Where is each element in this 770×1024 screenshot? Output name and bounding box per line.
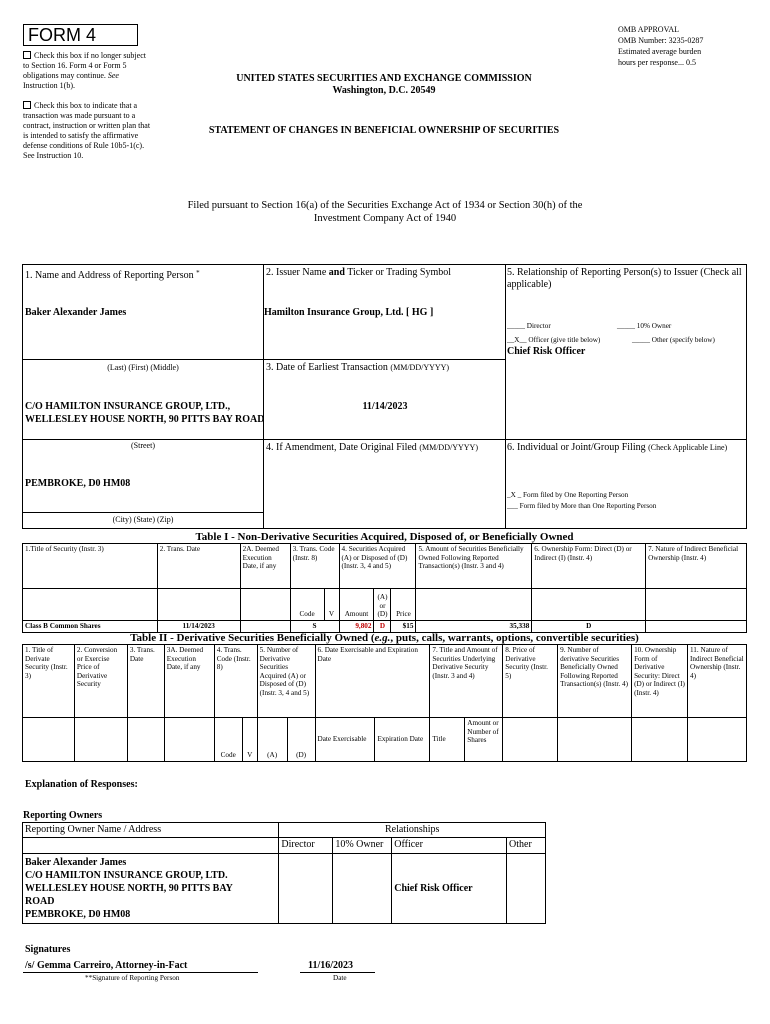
- t1-code: S: [290, 621, 339, 633]
- reporting-owners-heading: Reporting Owners: [23, 810, 103, 821]
- table-row: [23, 621, 747, 633]
- earliest-transaction-date: 11/14/2023: [362, 401, 408, 412]
- signatures-heading: Signatures: [25, 944, 71, 955]
- t1-header-ownership-form: 6. Ownership Form: Direct (D) or Indirect (I) (Instr. 4): [532, 544, 646, 589]
- t2-sub-exercisable: Date Exercisable: [315, 718, 375, 762]
- street-hint: (Street): [131, 441, 155, 450]
- explanation-heading: Explanation of Responses:: [25, 779, 138, 790]
- check-box-section-16: Check this box if no longer subject to Section 16. Form 4 or Form 5 obligations may continue. See Instruction 1(b).: [23, 51, 146, 90]
- reporting-info-box: [22, 264, 747, 529]
- t2-sub-amount: Amount or Number of Shares: [465, 718, 503, 762]
- t1-header-nature: 7. Nature of Indirect Beneficial Ownership (Instr. 4): [646, 544, 747, 589]
- t2-header-conversion: 2. Conversion or Exercise Price of Derivative Security: [74, 645, 127, 718]
- ro-officer-title: Chief Risk Officer: [392, 854, 507, 924]
- t2-header-price: 8. Price of Derivative Security (Instr. 5): [503, 645, 558, 718]
- reporting-person-address: C/O HAMILTON INSURANCE GROUP, LTD., WELLESLEY HOUSE NORTH, 90 PITTS BAY ROAD: [25, 401, 265, 425]
- ro-col-name: Reporting Owner Name / Address: [23, 823, 279, 838]
- officer-title: Chief Risk Officer: [507, 346, 586, 357]
- t2-sub-v: V: [242, 718, 257, 762]
- relationship-director: _____ Director: [507, 322, 551, 330]
- statement-heading: STATEMENT OF CHANGES IN BENEFICIAL OWNERSHIP OF SECURITIES: [208, 125, 560, 136]
- form-label-box: [23, 24, 138, 46]
- t2-header-deemed-date: 3A. Deemed Execution Date, if any: [164, 645, 214, 718]
- t1-owned: 35,338: [416, 621, 532, 633]
- relationship-10pct-owner: _____ 10% Owner: [617, 322, 672, 330]
- checkbox-no-longer-subject[interactable]: [23, 51, 31, 59]
- t1-header-trans-date: 2. Trans. Date: [157, 544, 240, 589]
- t2-sub-title: Title: [430, 718, 465, 762]
- table1-non-derivative: [22, 543, 747, 633]
- table1-title: Table I - Non-Derivative Securities Acquired, Disposed of, or Beneficially Owned: [195, 531, 574, 543]
- t1-a-or-d: D: [374, 621, 391, 633]
- t2-header-ownership-form: 10. Ownership Form of Derivative Security: Direct (D) or Indirect (I) (Instr. 4): [632, 645, 688, 718]
- signature-value: /s/ Gemma Carreiro, Attorney-in-Fact: [25, 960, 188, 971]
- ro-col-officer: Officer: [392, 838, 507, 854]
- city-state-zip-hint: (City) (State) (Zip): [112, 515, 174, 524]
- relationship-officer: __X__ Officer (give title below): [507, 336, 601, 344]
- date-caption: Date: [333, 974, 347, 982]
- filing-option-more: ___ Form filed by More than One Reporting Person: [507, 502, 657, 510]
- t1-sub-price: Price: [391, 589, 416, 621]
- t1-header-title: 1.Title of Security (Instr. 3): [23, 544, 158, 589]
- reporting-person-name: Baker Alexander James: [25, 307, 127, 318]
- t2-sub-expiration: Expiration Date: [375, 718, 430, 762]
- t1-date: 11/14/2023: [157, 621, 240, 633]
- filed-pursuant: Filed pursuant to Section 16(a) of the Securities Exchange Act of 1934 or Section 30(h) of the Investment Company Act of 1940: [187, 200, 583, 224]
- t1-sub-a-or-d: (A) or (D): [374, 589, 391, 621]
- t2-header-title: 1. Title of Derivate Security (Instr. 3): [23, 645, 75, 718]
- t2-header-owned: 9. Number of derivative Securities Beneficially Owned Following Reported Transaction(s) (Instr. 4): [558, 645, 632, 718]
- name-format-hint: (Last) (First) (Middle): [107, 363, 179, 372]
- t1-header-amount-owned: 5. Amount of Securities Beneficially Owned Following Reported Transaction(s) (Instr. 3 and 4): [416, 544, 532, 589]
- t1-price: $15: [391, 621, 416, 633]
- signature-caption: **Signature of Reporting Person: [85, 974, 180, 982]
- check-box-10b5-1: Check this box to indicate that a transaction was made pursuant to a contract, instruction or written plan that is intended to satisfy the affirmative defense conditions of Rule 10b5-1(c). See Instruction 10.: [23, 101, 151, 160]
- agency-heading: UNITED STATES SECURITIES AND EXCHANGE COMMISSION Washington, D.C. 20549: [236, 73, 532, 96]
- t2-header-underlying: 7. Title and Amount of Securities Underlying Derivative Security (Instr. 3 and 4): [430, 645, 503, 718]
- t2-header-number: 5. Number of Derivative Securities Acquired (A) or Disposed of (D) (Instr. 3, 4 and 5): [257, 645, 315, 718]
- t1-amount: 9,802: [339, 621, 374, 633]
- box2-label: 2. Issuer Name and Ticker or Trading Symbol: [266, 267, 452, 278]
- t2-header-trans-date: 3. Trans. Date: [127, 645, 164, 718]
- box4-label: 4. If Amendment, Date Original Filed (MM/DD/YYYY): [266, 442, 478, 453]
- t1-header-trans-code: 3. Trans. Code (Instr. 8): [290, 544, 339, 589]
- t2-sub-d: (D): [287, 718, 315, 762]
- t2-sub-code: Code: [214, 718, 242, 762]
- reporting-person-city: PEMBROKE, D0 HM08: [25, 478, 131, 489]
- t2-sub-a: (A): [257, 718, 287, 762]
- box5-label: 5. Relationship of Reporting Person(s) to Issuer (Check all applicable): [507, 267, 742, 290]
- ro-col-other: Other: [507, 838, 546, 854]
- t1-sub-amount: Amount: [339, 589, 374, 621]
- ro-col-director: Director: [279, 838, 333, 854]
- ro-owner-name-address: Baker Alexander James C/O HAMILTON INSURANCE GROUP, LTD. WELLESLEY HOUSE NORTH, 90 PITTS BAY ROAD PEMBROKE, D0 HM08: [23, 854, 279, 924]
- t2-header-nature: 11. Nature of Indirect Beneficial Ownership (Instr. 4): [687, 645, 746, 718]
- t1-header-securities: 4. Securities Acquired (A) or Disposed of (D) (Instr. 3, 4 and 5): [339, 544, 416, 589]
- box3-label: 3. Date of Earliest Transaction (MM/DD/YYYY): [266, 362, 450, 373]
- issuer-name: Hamilton Insurance Group, Ltd. [ HG ]: [264, 307, 434, 318]
- t1-sub-v: V: [324, 589, 339, 621]
- signature-date: 11/16/2023: [308, 960, 354, 971]
- table-row: [23, 854, 546, 924]
- ro-col-10pct: 10% Owner: [333, 838, 392, 854]
- t1-form: D: [532, 621, 646, 633]
- t1-sub-code: Code: [290, 589, 324, 621]
- checkbox-rule-10b5-1[interactable]: [23, 101, 31, 109]
- filing-option-one: _X _ Form filed by One Reporting Person: [507, 491, 629, 499]
- omb-approval: OMB APPROVAL OMB Number: 3235-0287 Estimated average burden hours per response... 0.5: [618, 25, 704, 67]
- t2-header-trans-code: 4. Trans. Code (Instr. 8): [214, 645, 257, 718]
- t1-security: Class B Common Shares: [23, 621, 158, 633]
- form-label: FORM 4: [28, 25, 97, 45]
- relationship-other: _____ Other (specify below): [632, 336, 715, 344]
- box1-label: 1. Name and Address of Reporting Person *: [25, 269, 200, 281]
- table2-title: Table II - Derivative Securities Beneficially Owned (e.g., puts, calls, warrants, options, convertible securities): [130, 632, 639, 644]
- box6-label: 6. Individual or Joint/Group Filing (Check Applicable Line): [507, 442, 728, 453]
- t1-header-deemed-date: 2A. Deemed Execution Date, if any: [240, 544, 290, 589]
- ro-col-relationships: Relationships: [279, 823, 546, 838]
- reporting-owners-table: [22, 822, 546, 924]
- table2-derivative: [22, 644, 747, 762]
- t2-header-exercisable: 6. Date Exercisable and Expiration Date: [315, 645, 430, 718]
